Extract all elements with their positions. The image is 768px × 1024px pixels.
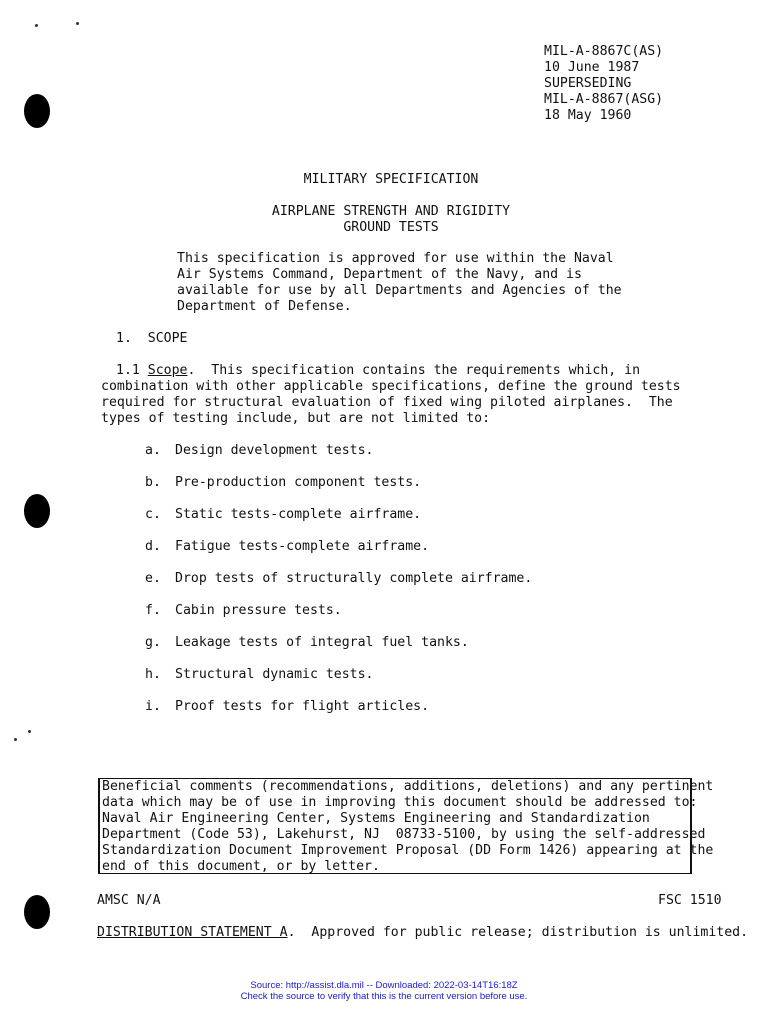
scan-speck <box>28 730 31 733</box>
scope-line: types of testing include, but are not limited to: <box>101 411 491 426</box>
punch-hole-top <box>24 94 50 128</box>
scan-speck <box>14 738 17 741</box>
comments-line: data which may be of use in improving this document should be addressed to: <box>102 795 698 810</box>
comments-line: Naval Air Engineering Center, Systems Engineering and Standardization <box>102 811 650 826</box>
distribution-text: . Approved for public release; distribution is unlimited. <box>287 925 749 940</box>
para-number: 1.1 <box>116 363 148 378</box>
comments-line: Department (Code 53), Lakehurst, NJ 08733-5100, by using the self-addressed <box>102 827 706 842</box>
scope-line: required for structural evaluation of fixed wing piloted airplanes. The <box>101 395 673 410</box>
list-item-letter: b. <box>145 475 161 490</box>
list-item: Static tests-complete airframe. <box>175 507 422 522</box>
scan-speck <box>35 24 38 27</box>
punch-hole-bottom <box>24 895 50 929</box>
list-item-letter: f. <box>145 603 161 618</box>
previous-doc-date: 18 May 1960 <box>544 108 632 123</box>
source-footer-line1: Source: http://assist.dla.mil -- Downloaded: 2022-03-14T16:18Z <box>250 980 518 991</box>
approval-line: This specification is approved for use within the Naval <box>177 251 614 266</box>
list-item: Proof tests for flight articles. <box>175 699 430 714</box>
list-item-letter: i. <box>145 699 161 714</box>
spec-title-line2: GROUND TESTS <box>343 220 439 235</box>
comments-line: Standardization Document Improvement Proposal (DD Form 1426) appearing at the <box>102 843 714 858</box>
para-title: Scope <box>147 363 188 378</box>
list-item: Design development tests. <box>175 443 374 458</box>
distribution-label: DISTRIBUTION STATEMENT A <box>97 925 288 940</box>
previous-doc-id: MIL-A-8867(ASG) <box>544 92 664 107</box>
amsc-code: AMSC N/A <box>97 893 161 908</box>
list-item: Fatigue tests-complete airframe. <box>175 539 430 554</box>
fsc-code: FSC 1510 <box>658 893 722 908</box>
para-first-text: . This specification contains the requirements which, in <box>187 363 641 378</box>
scope-first-line <box>116 363 640 379</box>
approval-line: Department of Defense. <box>177 299 352 314</box>
list-item-letter: d. <box>145 539 161 554</box>
spec-type: MILITARY SPECIFICATION <box>303 172 479 187</box>
source-footer-line2: Check the source to verify that this is the current version before use. <box>240 991 528 1002</box>
comments-line: end of this document, or by letter. <box>102 859 380 874</box>
list-item: Drop tests of structurally complete airframe. <box>175 571 533 586</box>
doc-id: MIL-A-8867C(AS) <box>544 44 664 59</box>
doc-date: 10 June 1987 <box>544 60 640 75</box>
approval-line: Air Systems Command, Department of the Navy, and is <box>177 267 582 282</box>
list-item-letter: a. <box>145 443 161 458</box>
list-item: Pre-production component tests. <box>175 475 422 490</box>
scan-speck <box>76 22 79 25</box>
list-item-letter: h. <box>145 667 161 682</box>
distribution-statement <box>97 925 748 941</box>
comments-line: Beneficial comments (recommendations, additions, deletions) and any pertinent <box>102 779 714 794</box>
list-item: Cabin pressure tests. <box>175 603 342 618</box>
list-item: Leakage tests of integral fuel tanks. <box>175 635 469 650</box>
list-item-letter: e. <box>145 571 161 586</box>
scope-line: combination with other applicable specifications, define the ground tests <box>101 379 681 394</box>
superseding-label: SUPERSEDING <box>544 76 632 91</box>
list-item: Structural dynamic tests. <box>175 667 374 682</box>
punch-hole-middle <box>24 494 50 528</box>
list-item-letter: c. <box>145 507 161 522</box>
spec-title-line1: AIRPLANE STRENGTH AND RIGIDITY <box>271 204 511 219</box>
list-item-letter: g. <box>145 635 161 650</box>
section-heading-scope: 1. SCOPE <box>116 331 188 346</box>
approval-line: available for use by all Departments and Agencies of the <box>177 283 622 298</box>
